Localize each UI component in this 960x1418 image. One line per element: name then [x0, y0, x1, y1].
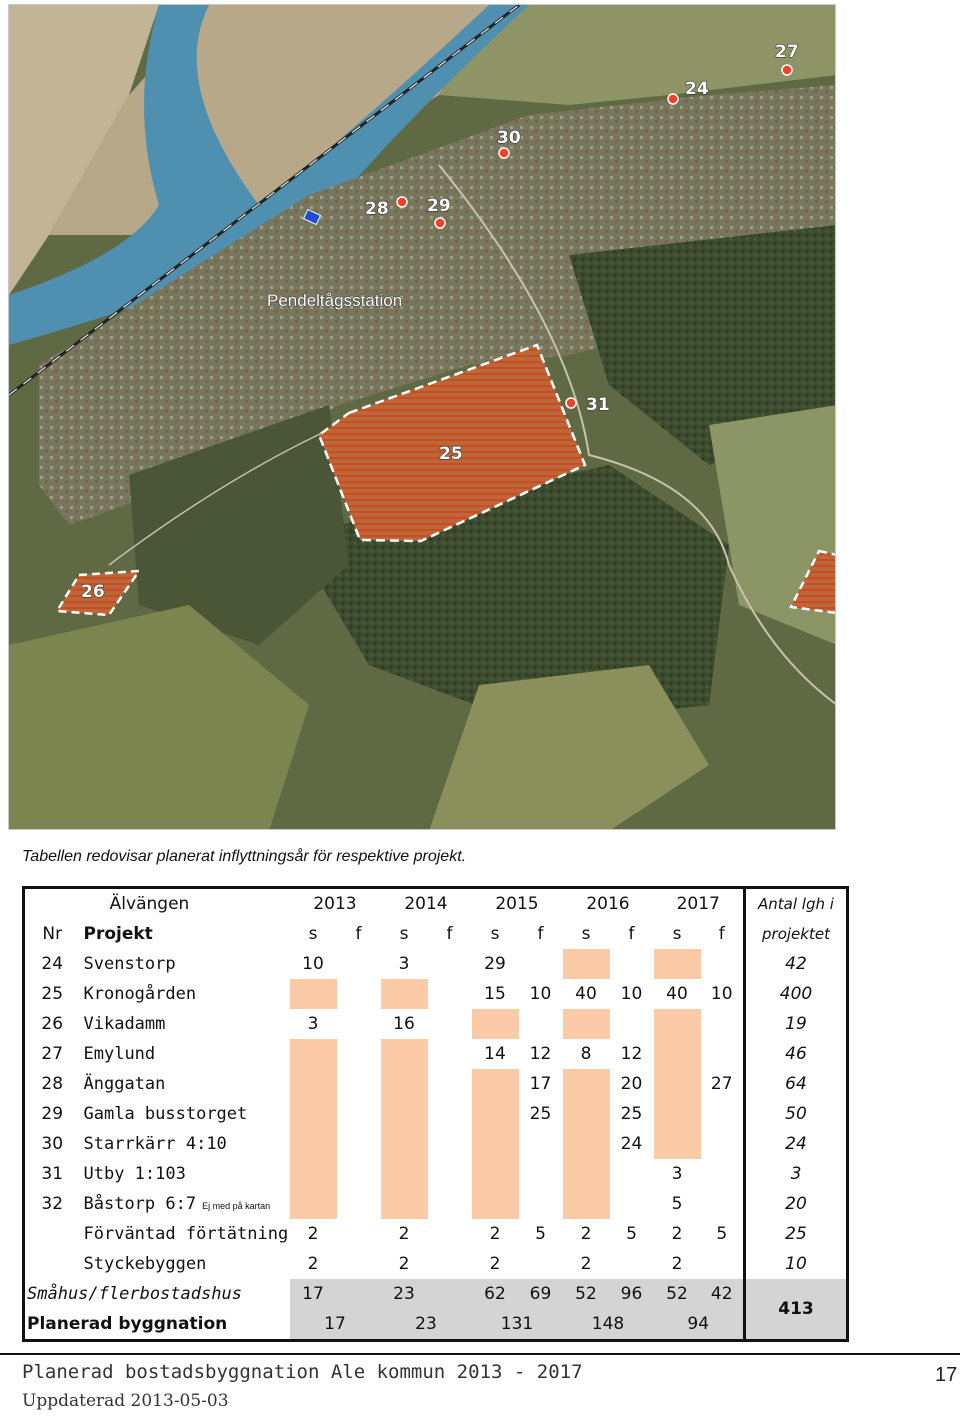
nr-header: Nr [24, 919, 80, 949]
cell-value [428, 1099, 472, 1129]
table-row [24, 1189, 848, 1219]
cell-value [337, 949, 381, 979]
cell-value [563, 1069, 610, 1099]
row-total: 42 [745, 949, 848, 979]
cell-value [337, 1219, 381, 1249]
cell-value [428, 1249, 472, 1279]
cell-value: 5 [671, 1194, 683, 1214]
cell-value: 5 [701, 1219, 745, 1249]
cell-value: 2 [671, 1254, 683, 1274]
grand-total: 413 [745, 1279, 848, 1341]
cell-value [472, 1009, 519, 1039]
cell-value [654, 1129, 701, 1159]
cell-value [428, 1009, 472, 1039]
cell-value [563, 1189, 610, 1219]
cell-value [381, 1099, 428, 1129]
cell-value [472, 1189, 519, 1219]
cell-value [519, 1189, 563, 1219]
cell-value [472, 1129, 519, 1159]
summary-value: 23 [381, 1279, 428, 1309]
planned-value: 94 [654, 1309, 745, 1341]
cell-value [381, 1129, 428, 1159]
row-nr [24, 1249, 80, 1279]
cell-value [428, 1159, 472, 1189]
year-header-2015: 2015 [472, 888, 563, 920]
year-header-2014: 2014 [381, 888, 472, 920]
summary-label: Småhus/flerbostadshus [24, 1279, 290, 1309]
summary-value: 69 [519, 1279, 563, 1309]
row-nr: 26 [24, 1009, 80, 1039]
row-total: 10 [745, 1249, 848, 1279]
cell-value [337, 979, 381, 1009]
cell-value [290, 1099, 337, 1129]
cell-value [654, 1039, 701, 1069]
summary-row [24, 1279, 848, 1309]
cell-value [428, 1069, 472, 1099]
cell-value: 3 [398, 954, 410, 974]
cell-value [701, 1189, 745, 1219]
cell-value: 14 [484, 1044, 506, 1064]
cell-value: 10 [701, 979, 745, 1009]
cell-value [563, 949, 610, 979]
row-project-label: Vikadamm [83, 1014, 166, 1034]
summary-value [337, 1279, 381, 1309]
cell-value [428, 949, 472, 979]
row-project-label: Emylund [83, 1044, 156, 1064]
station-label: Pendeltågsstation [267, 291, 403, 310]
summary-value: 42 [701, 1279, 745, 1309]
cell-value [519, 1159, 563, 1189]
cell-value [701, 1039, 745, 1069]
summary-value: 52 [654, 1279, 701, 1309]
row-nr: 24 [24, 949, 80, 979]
cell-value [337, 1039, 381, 1069]
cell-value: 5 [535, 1224, 546, 1244]
row-nr: 29 [24, 1099, 80, 1129]
cell-value [290, 1189, 337, 1219]
cell-value [290, 979, 337, 1009]
row-nr: 28 [24, 1069, 80, 1099]
cell-value [701, 1129, 745, 1159]
cell-value [472, 1099, 519, 1129]
cell-value: 3 [671, 1164, 683, 1184]
cell-value: 2 [398, 1254, 410, 1274]
cell-value [428, 1129, 472, 1159]
cell-value [610, 1009, 654, 1039]
total-header-line2: projektet [745, 919, 848, 949]
s-header: s [672, 924, 682, 944]
s-header: s [399, 924, 409, 944]
footer-title: Planerad bostadsbyggnation Ale kommun 2013 - 2017 [22, 1361, 583, 1383]
summary-value: 52 [563, 1279, 610, 1309]
summary-value [428, 1279, 472, 1309]
table-row [24, 1099, 848, 1129]
row-nr: 25 [24, 979, 80, 1009]
row-project-name [80, 1099, 290, 1129]
cell-value: 17 [529, 1074, 552, 1094]
cell-value: 3 [307, 1014, 319, 1034]
cell-value [654, 1009, 701, 1039]
cell-value: 2 [580, 1224, 592, 1244]
row-total: 50 [745, 1099, 848, 1129]
cell-value: 10 [302, 954, 324, 974]
table-row [24, 1159, 848, 1189]
empty-header-cell [24, 888, 80, 920]
row-total: 46 [745, 1039, 848, 1069]
cell-value [701, 1249, 745, 1279]
row-project-label: Änggatan [83, 1074, 166, 1094]
cell-value: 29 [484, 954, 506, 974]
cell-value [337, 1069, 381, 1099]
cell-value [701, 1159, 745, 1189]
cell-value: 25 [620, 1104, 643, 1124]
cell-value [701, 1009, 745, 1039]
cell-value [381, 1189, 428, 1219]
cell-value [610, 1249, 654, 1279]
table-row [24, 979, 848, 1009]
cell-value: 16 [393, 1014, 415, 1034]
cell-value [428, 1039, 472, 1069]
cell-value: 10 [529, 984, 552, 1004]
cell-value [472, 1069, 519, 1099]
row-nr [24, 1219, 80, 1249]
cell-value [563, 1009, 610, 1039]
marker-label-25: 25 [439, 444, 463, 464]
row-project-name [80, 1189, 290, 1219]
marker-label-27: 27 [775, 42, 799, 62]
cell-value [519, 949, 563, 979]
cell-value: 24 [620, 1134, 643, 1154]
cell-value: 12 [620, 1044, 643, 1064]
row-project-label: Förväntad förtätning [83, 1224, 289, 1244]
cell-value: 2 [489, 1254, 501, 1274]
row-project-name [80, 1009, 290, 1039]
cell-value: 8 [580, 1044, 592, 1064]
s-header: s [581, 924, 591, 944]
cell-value [654, 949, 701, 979]
cell-value [519, 1129, 563, 1159]
cell-value [428, 979, 472, 1009]
row-nr: 27 [24, 1039, 80, 1069]
table-row [24, 1069, 848, 1099]
cell-value: 5 [626, 1224, 637, 1244]
row-project-label: Utby 1:103 [83, 1164, 186, 1184]
row-nr: 30 [24, 1129, 80, 1159]
cell-value: 40 [666, 984, 688, 1004]
f-header: f [701, 919, 745, 949]
year-header-2016: 2016 [563, 888, 654, 920]
table-row [24, 1129, 848, 1159]
cell-value [337, 1189, 381, 1219]
row-total: 24 [745, 1129, 848, 1159]
planned-value: 148 [563, 1309, 654, 1341]
table-row [24, 949, 848, 979]
aerial-map [8, 4, 836, 830]
cell-value [290, 1129, 337, 1159]
row-total: 3 [745, 1159, 848, 1189]
cell-value [337, 1159, 381, 1189]
page-number: 17 [935, 1364, 958, 1386]
row-project-name [80, 1219, 290, 1249]
row-project-label: Styckebyggen [83, 1254, 207, 1274]
planned-row [24, 1309, 848, 1341]
row-project-name [80, 1069, 290, 1099]
summary-value: 17 [290, 1279, 337, 1309]
cell-value: 27 [701, 1069, 745, 1099]
planned-value: 17 [290, 1309, 381, 1341]
year-header-2017: 2017 [654, 888, 745, 920]
row-project-label: Svenstorp [83, 954, 176, 974]
cell-value [337, 1099, 381, 1129]
cell-value [472, 1159, 519, 1189]
cell-value [428, 1219, 472, 1249]
cell-value: 2 [398, 1224, 410, 1244]
cell-value [290, 1039, 337, 1069]
cell-value [337, 1129, 381, 1159]
cell-value [428, 1189, 472, 1219]
s-header: s [308, 924, 318, 944]
cell-value: 15 [484, 984, 506, 1004]
cell-value: 2 [307, 1224, 319, 1244]
cell-value: 2 [307, 1254, 319, 1274]
row-project-label: Båstorp 6:7 [83, 1194, 197, 1214]
cell-value [290, 1159, 337, 1189]
cell-value [290, 1069, 337, 1099]
cell-value: 2 [580, 1254, 592, 1274]
row-project-name [80, 1039, 290, 1069]
row-project-name [80, 979, 290, 1009]
project-table [22, 886, 849, 1342]
footer-rule [0, 1353, 960, 1355]
cell-value [701, 949, 745, 979]
cell-value [519, 1249, 563, 1279]
row-total: 20 [745, 1189, 848, 1219]
cell-value [563, 1099, 610, 1129]
row-project-name [80, 1129, 290, 1159]
f-header: f [355, 924, 362, 944]
cell-value: 2 [489, 1224, 501, 1244]
total-header-line1: Antal lgh i [745, 888, 848, 920]
row-project-note: Ej med på kartan [202, 1201, 271, 1211]
cell-value [381, 1069, 428, 1099]
footer-updated: Uppdaterad 2013-05-03 [22, 1391, 229, 1411]
cell-value [563, 1129, 610, 1159]
cell-value: 2 [671, 1224, 683, 1244]
row-nr: 32 [24, 1189, 80, 1219]
row-total: 64 [745, 1069, 848, 1099]
cell-value [381, 1039, 428, 1069]
row-total: 19 [745, 1009, 848, 1039]
cell-value [519, 1009, 563, 1039]
cell-value: 10 [620, 984, 643, 1004]
f-header: f [537, 924, 544, 944]
cell-value: 12 [529, 1044, 552, 1064]
marker-label-26: 26 [81, 582, 105, 602]
year-header-2013: 2013 [290, 888, 381, 920]
s-header: s [490, 924, 500, 944]
table-row [24, 1039, 848, 1069]
summary-value: 62 [472, 1279, 519, 1309]
cell-value [337, 1249, 381, 1279]
cell-value: 20 [620, 1074, 643, 1094]
cell-value [381, 1159, 428, 1189]
table-caption: Tabellen redovisar planerat inflyttningsår för respektive projekt. [22, 848, 467, 865]
row-project-name [80, 949, 290, 979]
marker-label-29: 29 [427, 196, 451, 216]
cell-value [610, 949, 654, 979]
row-project-label: Starrkärr 4:10 [83, 1134, 227, 1154]
area-header: Älvängen [80, 888, 290, 920]
table-row [24, 1249, 848, 1279]
marker-label-31: 31 [586, 395, 610, 415]
marker-label-24: 24 [685, 79, 709, 99]
planned-label: Planerad byggnation [24, 1309, 290, 1341]
cell-value: 25 [529, 1104, 552, 1124]
marker-label-28: 28 [365, 199, 389, 219]
cell-value [654, 1069, 701, 1099]
planned-value: 131 [472, 1309, 563, 1341]
cell-value [563, 1159, 610, 1189]
cell-value [610, 1159, 654, 1189]
aerial-map-image [9, 5, 836, 830]
cell-value [337, 1009, 381, 1039]
project-header: Projekt [83, 924, 153, 944]
table-row [24, 1219, 848, 1249]
cell-value: 40 [575, 984, 597, 1004]
row-nr: 31 [24, 1159, 80, 1189]
row-total: 25 [745, 1219, 848, 1249]
cell-value [701, 1099, 745, 1129]
cell-value [610, 1189, 654, 1219]
marker-label-30: 30 [497, 128, 521, 148]
summary-value: 96 [610, 1279, 654, 1309]
row-total: 400 [745, 979, 848, 1009]
row-project-name [80, 1249, 290, 1279]
cell-value [654, 1099, 701, 1129]
table-row [24, 1009, 848, 1039]
row-project-name [80, 1159, 290, 1189]
cell-value [381, 979, 428, 1009]
row-project-label: Kronogården [83, 984, 197, 1004]
f-header: f [446, 924, 453, 944]
row-project-label: Gamla busstorget [83, 1104, 248, 1124]
f-header: f [628, 924, 635, 944]
planned-value: 23 [381, 1309, 472, 1341]
